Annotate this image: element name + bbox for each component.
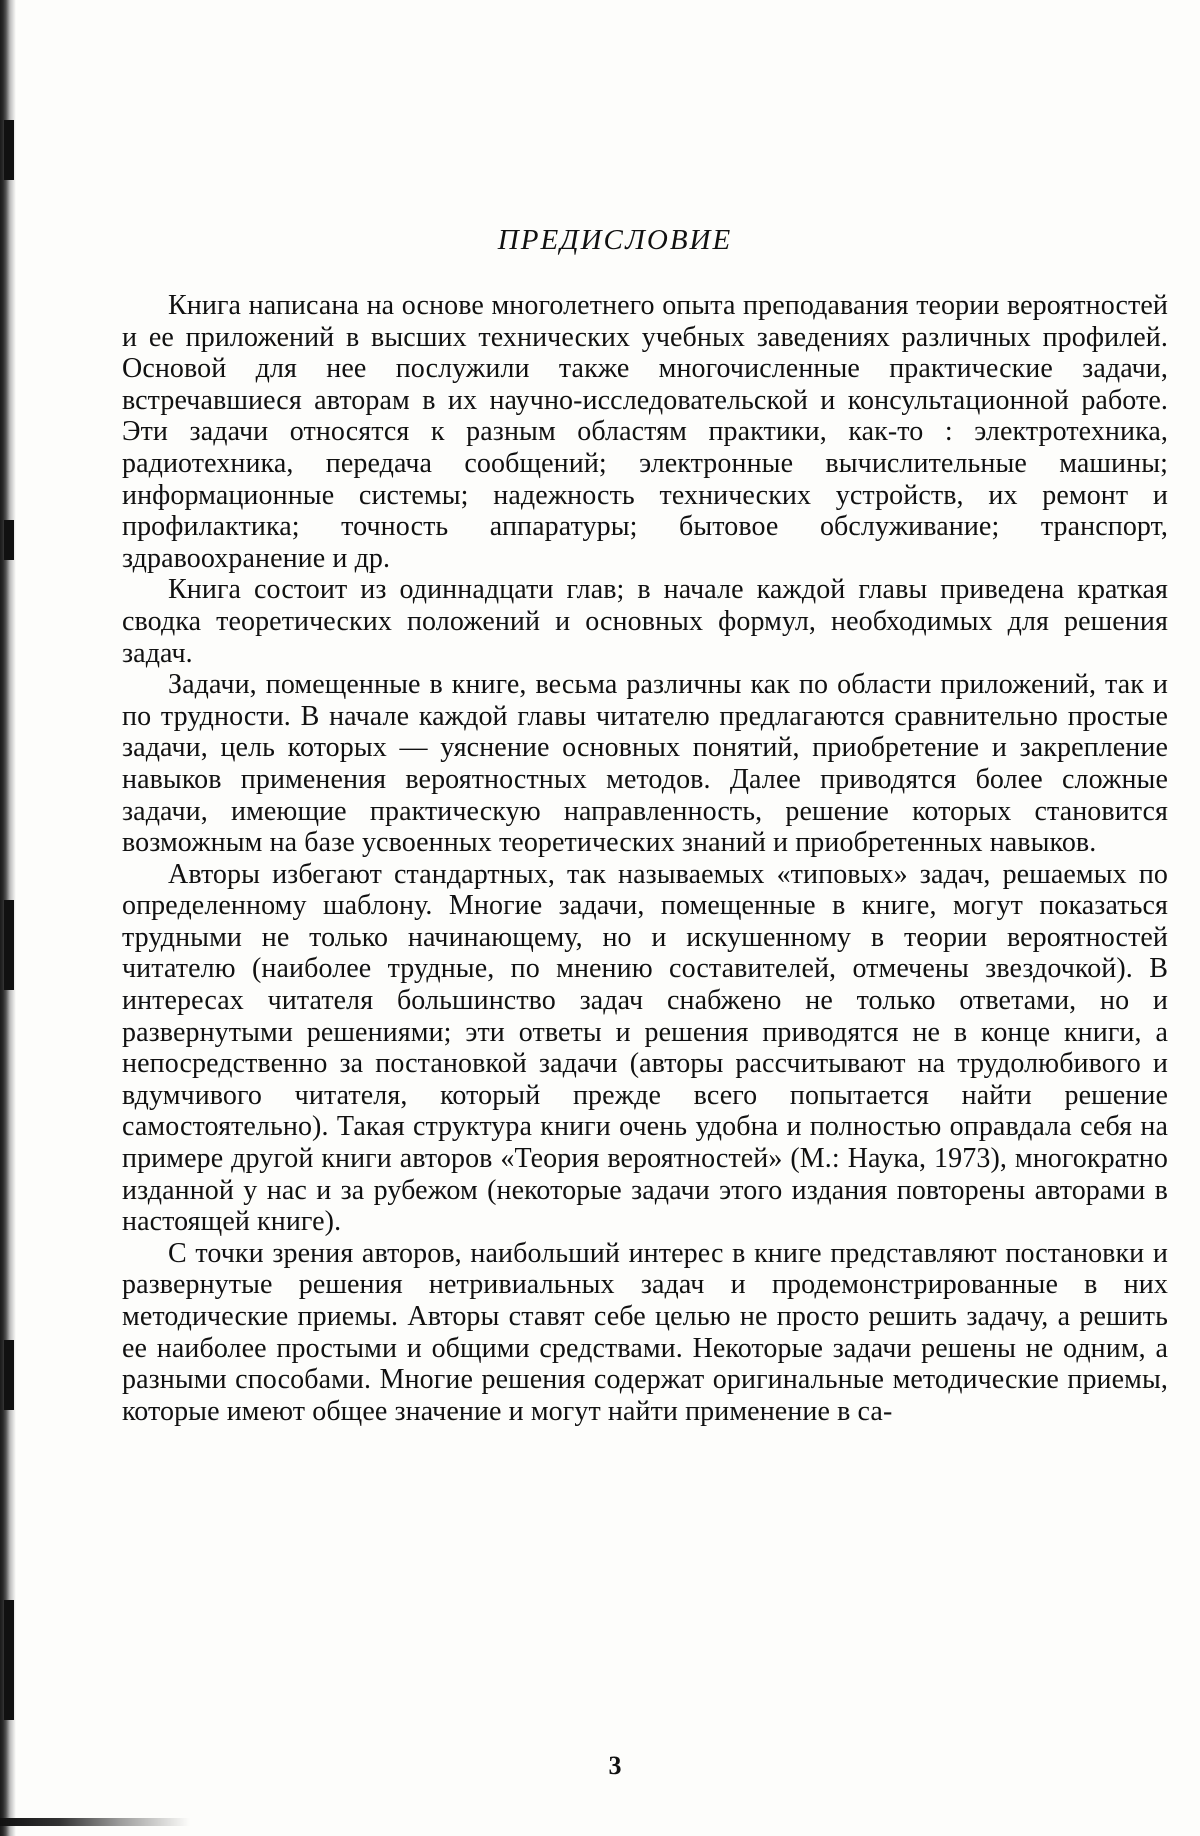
page-number: 3 (608, 1751, 622, 1780)
scan-smudge (0, 1818, 190, 1826)
page-title: ПРЕДИСЛОВИЕ (497, 224, 733, 256)
body-text (122, 290, 1168, 1427)
paragraph: Книга написана на основе многолетнего опыта преподавания теории вероятностей и ее приложений в высших технических учебных заведениях различных профилей. Основой для нее послужили также многочисленные практические задачи, встречавшиеся авторам в их научно-исследовательской и консультационной работе. Эти задачи относятся к разным областям практики, как-то : электротехника, радиотехника, передача сообщений; электронные вычислительные машины; информационные системы; надежность технических устройств, их ремонт и профилактика; точность аппаратуры; бытовое обслуживание; транспорт, здравоохранение и др. (122, 290, 1168, 574)
paragraph: Авторы избегают стандартных, так называемых «типовых» задач, решаемых по определенному шаблону. Многие задачи, помещенные в книге, могут показаться трудными не только начинающему, но и искушенному в теории вероятностей читателю (наиболее трудные, по мнению составителей, отмечены звездочкой). В интересах читателя большинство задач снабжено не только ответами, но и развернутыми решениями; эти ответы и решения приводятся не в конце книги, а непосредственно за постановкой задачи (авторы рассчитывают на трудолюбивого и вдумчивого читателя, который прежде всего попытается найти решение самостоятельно). Такая структура книги очень удобна и полностью оправдала себя на примере другой книги авторов «Теория вероятностей» (М.: Наука, 1973), многократно изданной у нас и за рубежом (некоторые задачи этого издания повторены авторами в настоящей книге). (122, 858, 1168, 1238)
scan-speck (4, 900, 14, 990)
scan-speck (4, 1600, 14, 1720)
scan-speck (4, 1340, 14, 1410)
scan-speck (4, 120, 14, 180)
paragraph: Книга состоит из одиннадцати глав; в начале каждой главы приведена краткая сводка теоретических положений и основных формул, необходимых для решения задач. (122, 574, 1168, 669)
scan-speck (4, 520, 14, 560)
paragraph: С точки зрения авторов, наибольший интерес в книге представляют постановки и развернутые решения нетривиальных задач и продемонстрированные в них методические приемы. Авторы ставят себе целью не просто решить задачу, а решить ее наиболее простыми и общими средствами. Некоторые задачи решены не одним, а разными способами. Многие решения содержат оригинальные методические приемы, которые имеют общее значение и могут найти применение в са- (122, 1237, 1168, 1427)
paragraph: Задачи, помещенные в книге, весьма различны как по области приложений, так и по трудности. В начале каждой главы читателю предлагаются сравнительно простые задачи, цель которых — уяснение основных понятий, приобретение и закрепление навыков применения вероятностных методов. Далее приводятся более сложные задачи, имеющие практическую направленность, решение которых становится возможным на базе усвоенных теоретических знаний и приобретенных навыков. (122, 669, 1168, 859)
